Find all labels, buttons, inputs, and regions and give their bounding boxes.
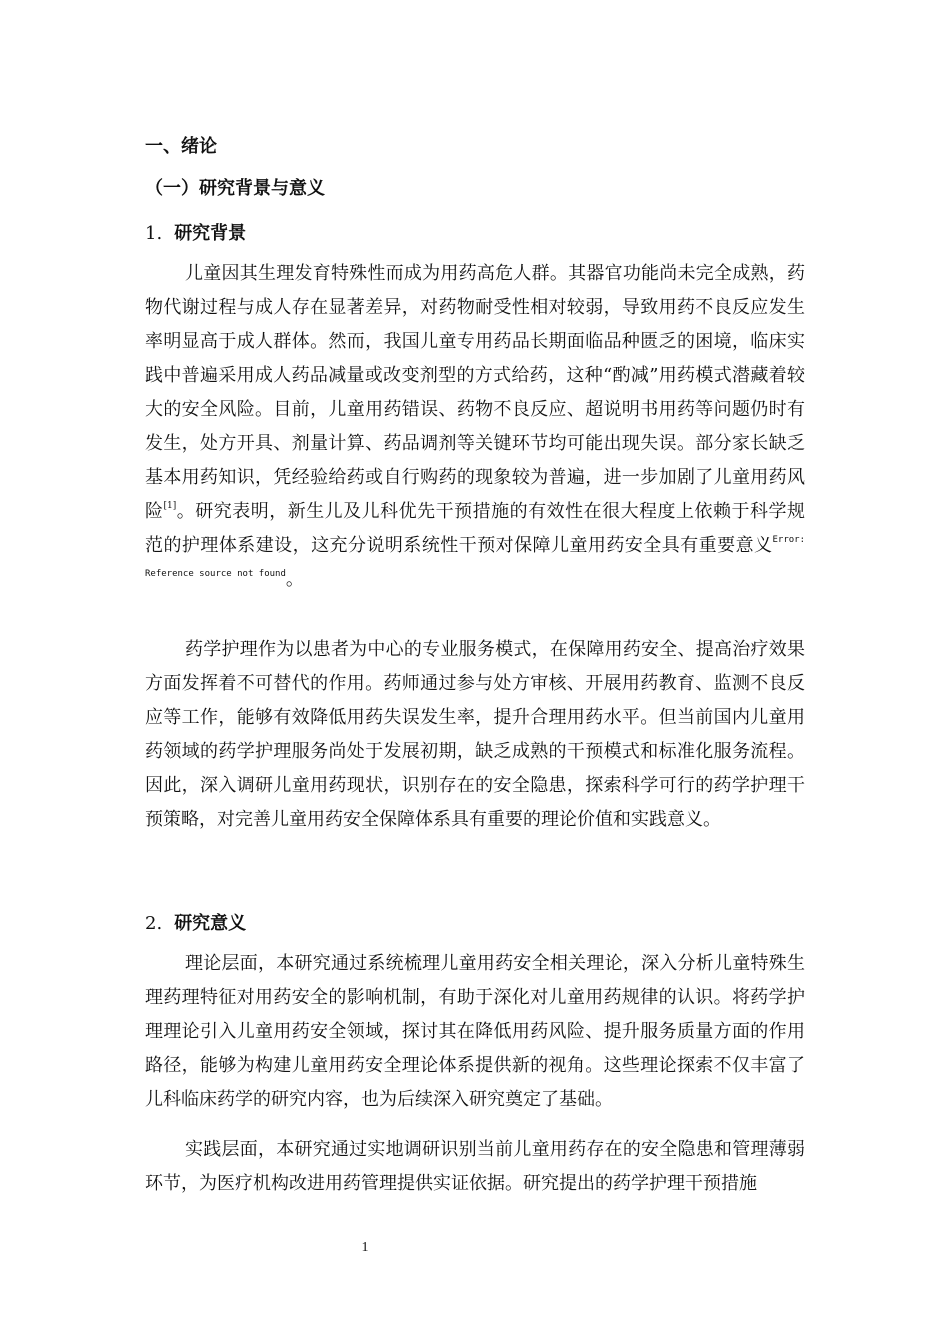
section-heading: （一）研究背景与意义 bbox=[145, 178, 325, 199]
subsection-number: 1. bbox=[145, 223, 163, 244]
paragraph-significance-2: 实践层面，本研究通过实地调研识别当前儿童用药存在的安全隐患和管理薄弱环节，为医疗机构改进用药管理提供实证依据。研究提出的药学护理干预措施 bbox=[145, 1139, 805, 1194]
subsection-title: 研究背景 bbox=[174, 223, 247, 244]
paragraph-background-2: 药学护理作为以患者为中心的专业服务模式，在保障用药安全、提高治疗效果方面发挥着不可替代的作用。药师通过参与处方审核、开展用药教育、监测不良反应等工作，能够有效降低用药失误发生率，提升合理用药水平。但当前国内儿童用药领域的药学护理服务尚处于发展初期，缺乏成熟的干预模式和标准化服务流程。因此，深入调研儿童用药现状，识别存在的安全隐患，探索科学可行的药学护理干预策略，对完善儿童用药安全保障体系具有重要的理论价值和实践意义。 bbox=[145, 639, 805, 830]
subsection-number: 2. bbox=[145, 913, 163, 934]
page-number: 1 bbox=[361, 1240, 369, 1255]
paragraph-text: 。 bbox=[285, 569, 304, 590]
paragraph-text: 。研究表明，新生儿及儿科优先干预措施的有效性在很大程度上依赖于科学规范的护理体系建设，这充分说明系统性干预对保障儿童用药安全具有重要意义 bbox=[145, 501, 806, 556]
reference-error-field: Error: Reference source not found bbox=[145, 535, 805, 579]
subsection-heading-background bbox=[145, 222, 246, 246]
subsection-heading-significance bbox=[145, 912, 246, 936]
paragraph-background-1 bbox=[145, 257, 805, 597]
subsection-title: 研究意义 bbox=[174, 913, 247, 934]
paragraph-significance-1: 理论层面，本研究通过系统梳理儿童用药安全相关理论，深入分析儿童特殊生理药理特征对用药安全的影响机制，有助于深化对儿童用药规律的认识。将药学护理理论引入儿童用药安全领域，探讨其在降低用药风险、提升服务质量方面的作用路径，能够为构建儿童用药安全理论体系提供新的视角。这些理论探索不仅丰富了儿科临床药学的研究内容，也为后续深入研究奠定了基础。 bbox=[145, 953, 805, 1110]
chapter-heading: 一、绪论 bbox=[145, 136, 217, 157]
paragraph-text: 儿童因其生理发育特殊性而成为用药高危人群。其器官功能尚未完全成熟，药物代谢过程与成人存在显著差异，对药物耐受性相对较弱，导致用药不良反应发生率明显高于成人群体。然而，我国儿童专用药品长期面临品种匮乏的困境，临床实践中普遍采用成人药品减量或改变剂型的方式给药，这种“酌减”用药模式潜藏着较大的安全风险。目前，儿童用药错误、药物不良反应、超说明书用药等问题仍时有发生，处方开具、剂量计算、药品调剂等关键环节均可能出现失误。部分家长缺乏基本用药知识，凭经验给药或自行购药的现象较为普遍，进一步加剧了儿童用药风险 bbox=[145, 263, 805, 522]
citation-superscript: [1] bbox=[163, 501, 177, 511]
